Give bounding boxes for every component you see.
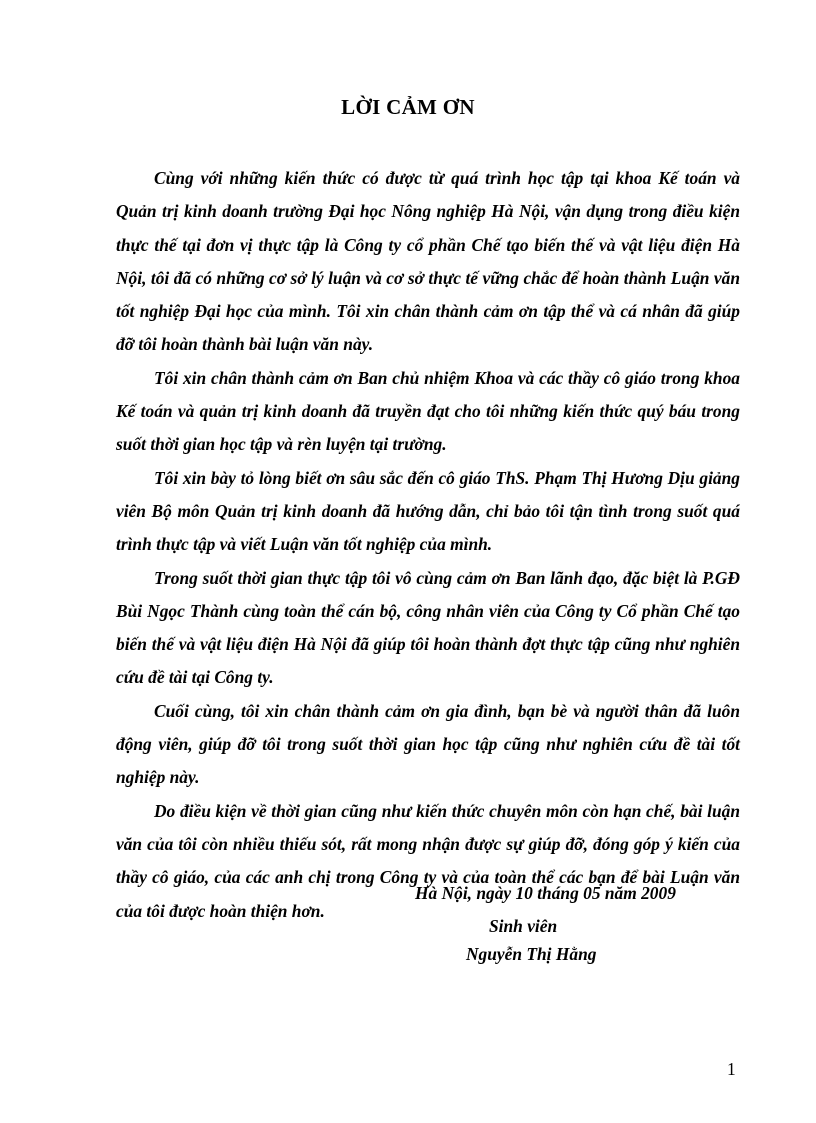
paragraph-4: Trong suốt thời gian thực tập tôi vô cùng cảm ơn Ban lãnh đạo, đặc biệt là P.GĐ Bùi Ngọc Thành cùng toàn thể cán bộ, công nhân viên của Công ty Cổ phần Chế tạo biến thế và vật liệu điện Hà Nội đã giúp tôi hoàn thành đợt thực tập cũng như nghiên cứu đề tài tại Công ty. <box>116 567 740 688</box>
signature-role: Sinh viên <box>489 916 558 936</box>
signature-name: Nguyễn Thị Hằng <box>466 944 597 964</box>
signature-date: Hà Nội, ngày 10 tháng 05 năm 2009 <box>415 883 676 903</box>
paragraph-6: Do điều kiện về thời gian cũng như kiến thức chuyên môn còn hạn chế, bài luận văn của tôi còn nhiều thiếu sót, rất mong nhận được sự giúp đỡ, đóng góp ý kiến của thầy cô giáo, của các anh chị trong Công ty và của toàn thể các bạn để bài Luận văn của tôi được hoàn thiện hơn. <box>116 800 740 921</box>
page-title: LỜI CẢM ƠN <box>341 95 475 119</box>
paragraph-2: Tôi xin chân thành cảm ơn Ban chủ nhiệm Khoa và các thầy cô giáo trong khoa Kế toán và quản trị kinh doanh đã truyền đạt cho tôi những kiến thức quý báu trong suốt thời gian học tập và rèn luyện tại trường. <box>116 367 740 455</box>
acknowledgement-body <box>116 162 740 928</box>
page-number: 1 <box>727 1059 736 1079</box>
paragraph-3: Tôi xin bày tỏ lòng biết ơn sâu sắc đến cô giáo ThS. Phạm Thị Hương Dịu giảng viên Bộ môn Quản trị kinh doanh đã hướng dẫn, chỉ bảo tôi tận tình trong suốt quá trình thực tập và viết Luận văn tốt nghiệp của mình. <box>116 467 740 555</box>
paragraph-5: Cuối cùng, tôi xin chân thành cảm ơn gia đình, bạn bè và người thân đã luôn động viên, giúp đỡ tôi trong suốt thời gian học tập cũng như nghiên cứu đề tài tốt nghiệp này. <box>116 700 740 788</box>
paragraph-1: Cùng với những kiến thức có được từ quá trình học tập tại khoa Kế toán và Quản trị kinh doanh trường Đại học Nông nghiệp Hà Nội, vận dụng trong điều kiện thực thế tại đơn vị thực tập là Công ty cổ phần Chế tạo biến thế và vật liệu điện Hà Nội, tôi đã có những cơ sở lý luận và cơ sở thực tế vững chắc để hoàn thành Luận văn tốt nghiệp Đại học của mình. Tôi xin chân thành cảm ơn tập thể và cá nhân đã giúp đỡ tôi hoàn thành bài luận văn này. <box>116 168 740 355</box>
